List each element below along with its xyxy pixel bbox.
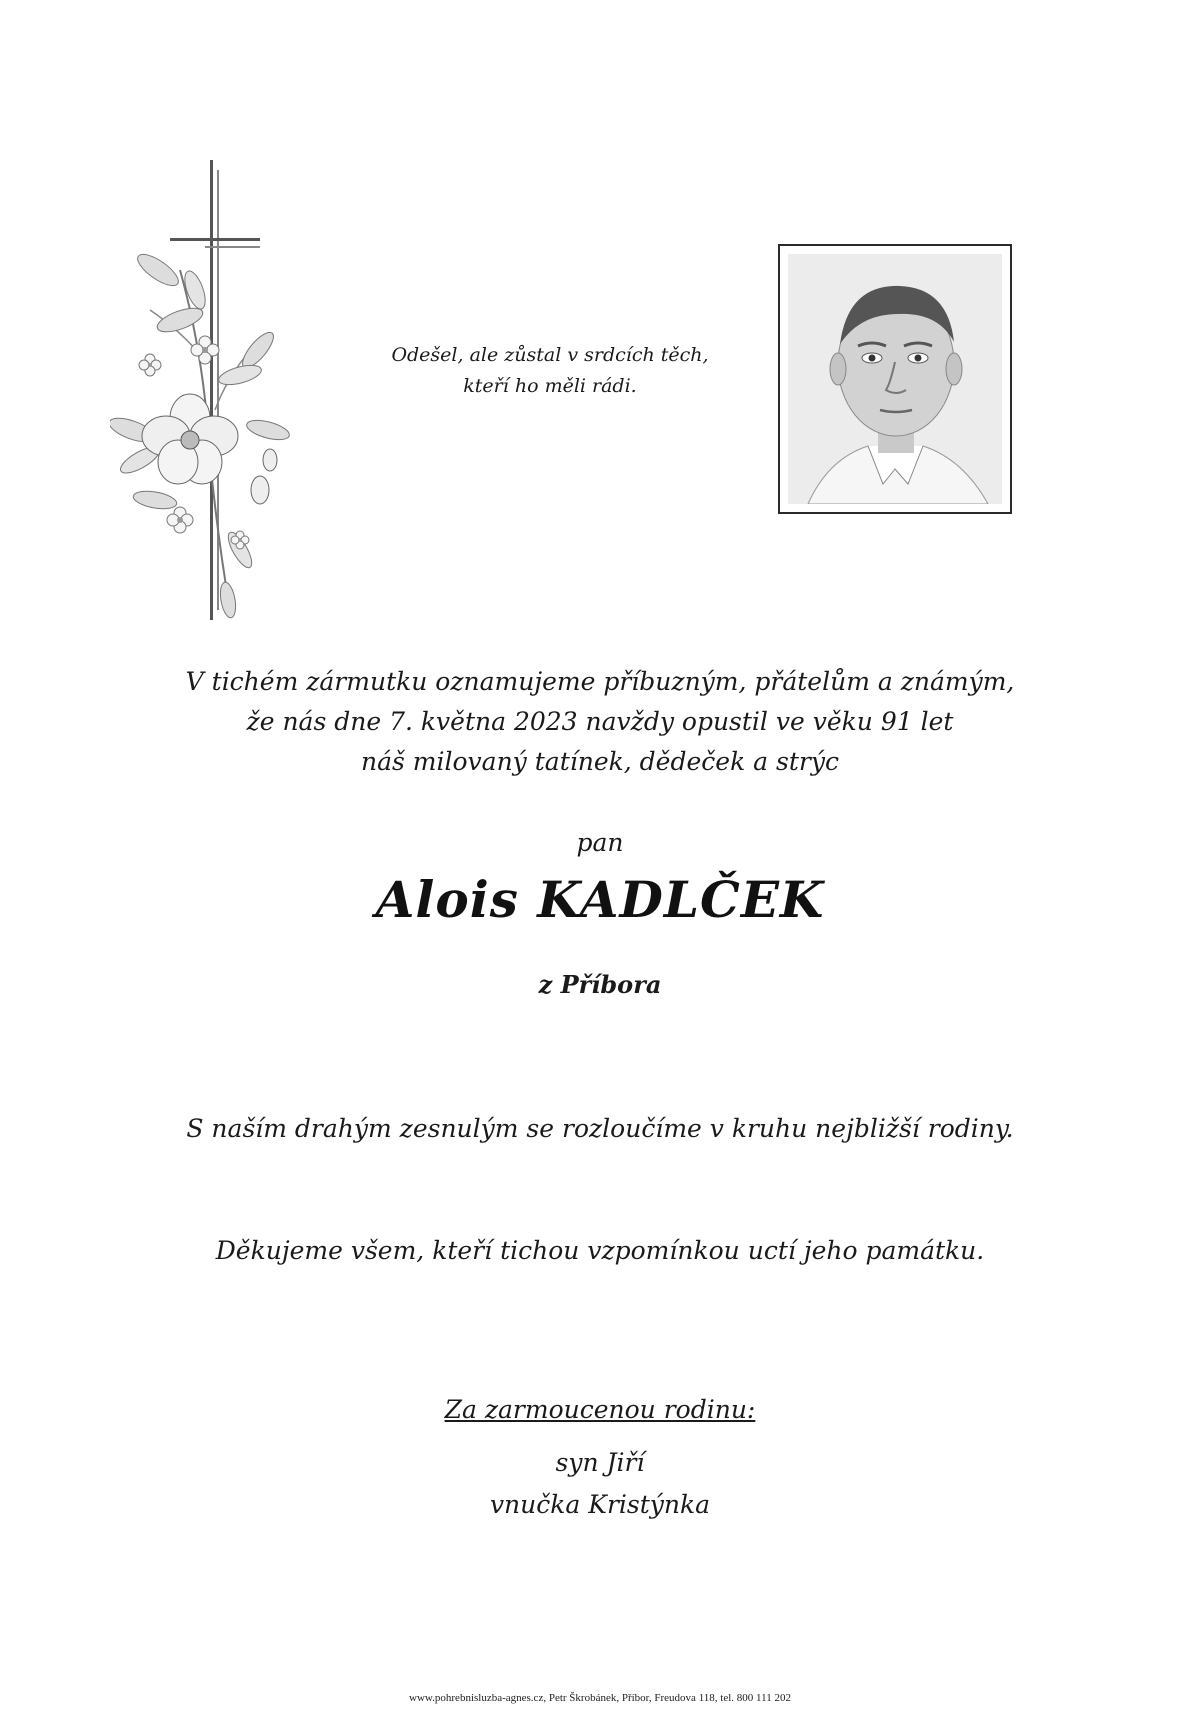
farewell-text: S naším drahým zesnulým se rozloučíme v kruhu nejbližší rodiny. bbox=[186, 1114, 1014, 1143]
signatory: vnučka Kristýnka bbox=[489, 1490, 711, 1519]
cross-with-flowers-icon bbox=[110, 160, 300, 640]
announcement bbox=[150, 662, 1050, 782]
deceased-name: Alois KADLČEK bbox=[375, 870, 825, 929]
portrait-frame bbox=[778, 244, 1012, 514]
portrait-illustration bbox=[788, 254, 1002, 504]
motto-line: Odešel, ale zůstal v srdcích těch, bbox=[391, 344, 709, 366]
announcement-line: náš milovaný tatínek, dědeček a strýc bbox=[361, 747, 839, 776]
signature-heading: Za zarmoucenou rodinu: bbox=[444, 1395, 756, 1424]
announcement-line: že nás dne 7. května 2023 navždy opustil ve věku 91 let bbox=[246, 707, 954, 736]
portrait-photo bbox=[788, 254, 1002, 504]
funeral-service-footer: www.pohrebnisluzba-agnes.cz, Petr Škrobánek, Příbor, Freudova 118, tel. 800 111 202 bbox=[409, 1692, 791, 1704]
deceased-title: pan bbox=[576, 828, 624, 857]
announcement-line: V tichém zármutku oznamujeme příbuzným, přátelům a známým, bbox=[185, 667, 1015, 696]
thanks-text: Děkujeme všem, kteří tichou vzpomínkou uctí jeho památku. bbox=[215, 1236, 985, 1265]
motto bbox=[380, 340, 720, 402]
deceased-origin: z Příbora bbox=[538, 970, 662, 999]
signatory: syn Jiří bbox=[555, 1448, 645, 1477]
motto-line: kteří ho měli rádi. bbox=[463, 375, 637, 397]
signatories bbox=[400, 1442, 800, 1526]
